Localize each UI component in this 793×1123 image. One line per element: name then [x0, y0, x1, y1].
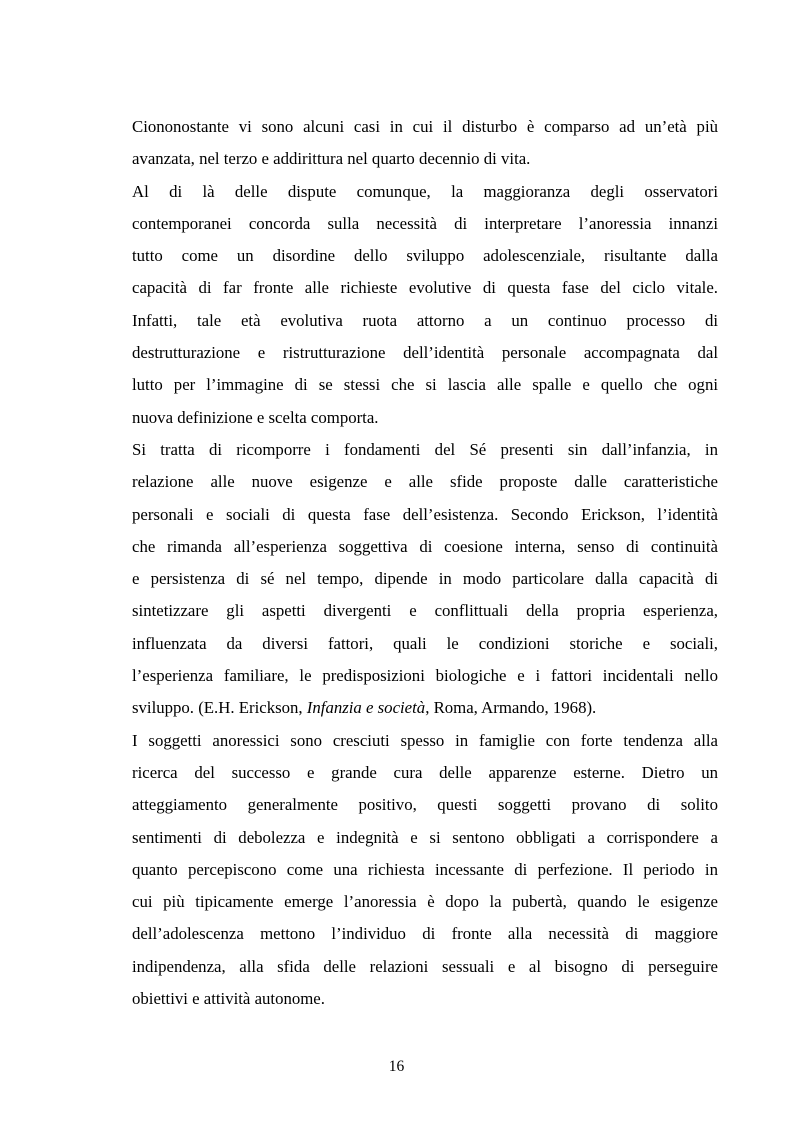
text-line: dell’adolescenza mettono l’individuo di fronte alla necessità di maggiore — [132, 924, 718, 944]
text-line: che rimanda all’esperienza soggettiva di coesione interna, senso di continuità — [132, 536, 718, 556]
text-line: Infatti, tale età evolutiva ruota attorno a un continuo processo di — [132, 310, 718, 330]
body-text — [132, 111, 718, 1015]
text-line: sintetizzare gli aspetti divergenti e conflittuali della propria esperienza, — [132, 601, 718, 621]
text-line: avanzata, nel terzo e addirittura nel quarto decennio di vita. — [132, 149, 531, 169]
text-line: atteggiamento generalmente positivo, questi soggetti provano di solito — [132, 795, 718, 815]
text-line: I soggetti anoressici sono cresciuti spesso in famiglie con forte tendenza alla — [132, 730, 718, 750]
text-line: obiettivi e attività autonome. — [132, 989, 325, 1009]
text-line: cui più tipicamente emerge l’anoressia è dopo la pubertà, quando le esigenze — [132, 892, 718, 912]
text-line: Si tratta di ricomporre i fondamenti del Sé presenti sin dall’infanzia, in — [132, 439, 718, 459]
text-line: quanto percepiscono come una richiesta incessante di perfezione. Il periodo in — [132, 859, 718, 879]
text-line: capacità di far fronte alle richieste evolutive di questa fase del ciclo vitale. — [132, 278, 718, 298]
text-line: Al di là delle dispute comunque, la maggioranza degli osservatori — [132, 181, 718, 201]
text-line: personali e sociali di questa fase dell’esistenza. Secondo Erickson, l’identità — [132, 504, 718, 524]
text-line: l’esperienza familiare, le predisposizioni biologiche e i fattori incidentali nello — [132, 666, 718, 686]
text-line: contemporanei concorda sulla necessità di interpretare l’anoressia innanzi — [132, 213, 718, 233]
text-line: lutto per l’immagine di se stessi che si lascia alle spalle e quello che ogni — [132, 375, 718, 395]
text-line: e persistenza di sé nel tempo, dipende in modo particolare dalla capacità di — [132, 569, 718, 589]
text-run: sviluppo. (E.H. Erickson, — [132, 698, 307, 718]
text-line: sentimenti di debolezza e indegnità e si sentono obbligati a corrispondere a — [132, 827, 718, 847]
book-title: Infanzia e società — [306, 698, 426, 718]
text-line: nuova definizione e scelta comporta. — [132, 407, 379, 427]
text-run: , Roma, Armando, 1968). — [425, 698, 597, 718]
text-line: ricerca del successo e grande cura delle apparenze esterne. Dietro un — [132, 762, 718, 782]
text-line — [132, 692, 718, 724]
text-line: influenzata da diversi fattori, quali le condizioni storiche e sociali, — [132, 633, 718, 653]
text-line: tutto come un disordine dello sviluppo adolescenziale, risultante dalla — [132, 246, 718, 266]
text-line: Ciononostante vi sono alcuni casi in cui il disturbo è comparso ad un’età più — [132, 117, 718, 136]
page-number: 16 — [388, 1058, 405, 1075]
text-line: indipendenza, alla sfida delle relazioni sessuali e al bisogno di perseguire — [132, 956, 718, 976]
text-line: relazione alle nuove esigenze e alle sfide proposte dalle caratteristiche — [132, 472, 718, 492]
text-line: destrutturazione e ristrutturazione dell’identità personale accompagnata dal — [132, 343, 718, 363]
